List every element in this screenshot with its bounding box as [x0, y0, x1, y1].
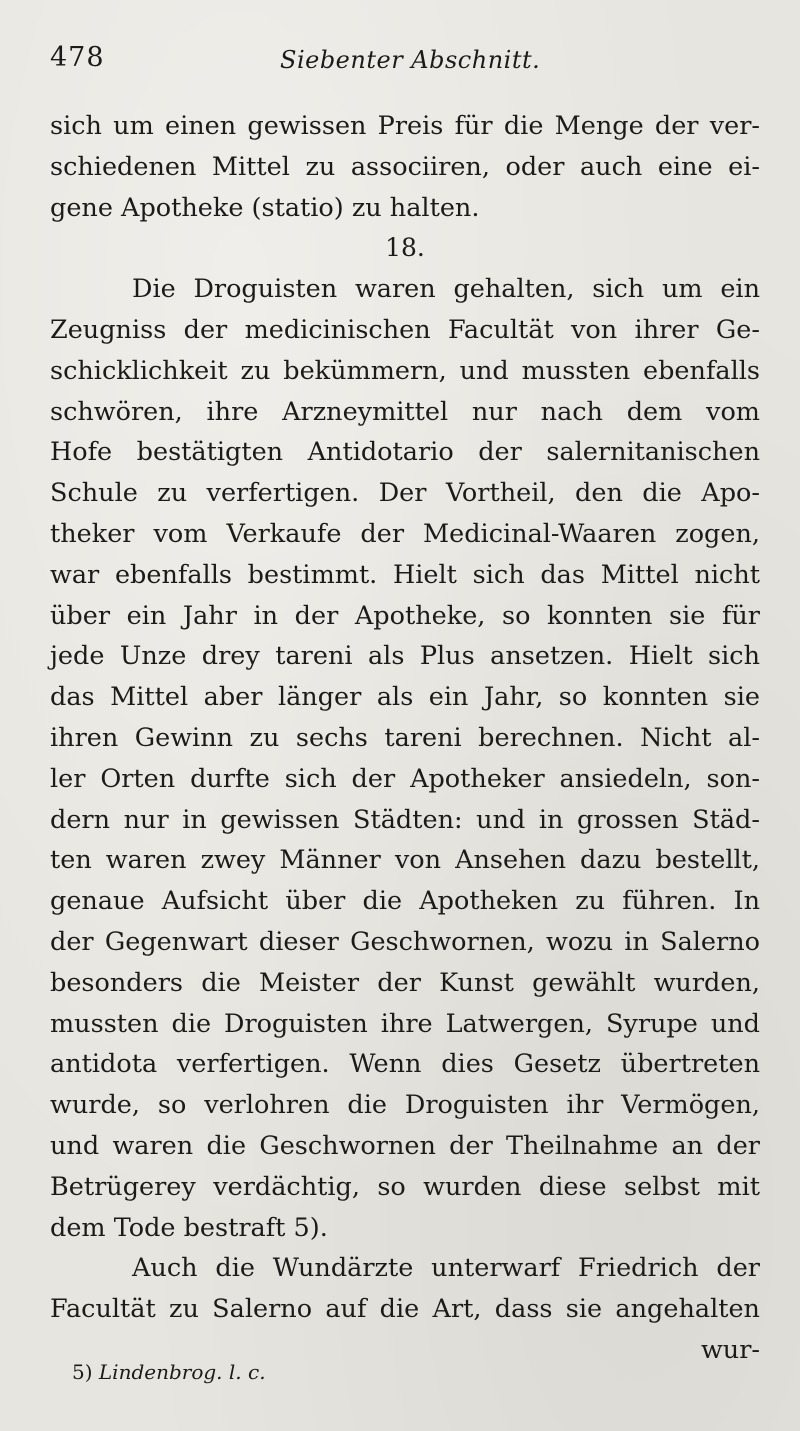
text-line: theker vom Verkaufe der Medicinal-Waaren zogen, [50, 518, 760, 549]
text-line: Zeugniss der medicinischen Facultät von ihrer Ge- [50, 314, 760, 345]
text-line: dern nur in gewissen Städten: und in grossen Städ- [50, 804, 760, 835]
catchword: wur- [700, 1334, 760, 1365]
page-number: 478 [50, 42, 105, 73]
text-line: Facultät zu Salerno auf die Art, dass sie angehalten [50, 1294, 760, 1325]
text-line: wurde, so verlohren die Droguisten ihr Vermögen, [50, 1090, 760, 1121]
text-line: Auch die Wundärzte unterwarf Friedrich der [132, 1253, 760, 1284]
text-line: antidota verfertigen. Wenn dies Gesetz übertreten [50, 1049, 760, 1080]
text-line: gene Apotheke (statio) zu halten. [50, 192, 480, 223]
text-line: Betrügerey verdächtig, so wurden diese selbst mit [50, 1171, 760, 1202]
page-header [50, 42, 760, 82]
text-line: besonders die Meister der Kunst gewählt wurden, [50, 967, 760, 998]
text-line: ihren Gewinn zu sechs tareni berechnen. Nicht al- [50, 722, 760, 753]
body-text [50, 106, 760, 1371]
text-line: schwören, ihre Arzneymittel nur nach dem vom [50, 396, 760, 427]
text-line: war ebenfalls bestimmt. Hielt sich das Mittel nicht [50, 559, 760, 590]
text-line: genaue Aufsicht über die Apotheken zu führen. In [50, 886, 760, 917]
text-line: schicklichkeit zu bekümmern, und mussten ebenfalls [50, 355, 760, 386]
text-line: das Mittel aber länger als ein Jahr, so konnten sie [50, 682, 760, 713]
text-line: mussten die Droguisten ihre Latwergen, Syrupe und [50, 1008, 760, 1039]
text-line: über ein Jahr in der Apotheke, so konnten sie für [50, 600, 760, 631]
text-line: Hofe bestätigten Antidotario der salernitanischen [50, 437, 760, 468]
text-line: ler Orten durfte sich der Apotheker ansiedeln, son- [50, 763, 760, 794]
text-line: Schule zu verfertigen. Der Vortheil, den die Apo- [50, 478, 760, 509]
text-line: dem Tode bestraft 5). [50, 1212, 328, 1243]
text-line: sich um einen gewissen Preis für die Menge der ver- [50, 111, 760, 141]
footnote-marker: 5) [72, 1360, 93, 1384]
footnote-text: Lindenbrog. l. c. [98, 1360, 266, 1384]
running-head: Siebenter Abschnitt. [280, 46, 541, 74]
text-line: ten waren zwey Männer von Ansehen dazu bestellt, [50, 845, 760, 876]
section-number: 18. [385, 233, 425, 263]
text-line: der Gegenwart dieser Geschwornen, wozu in Salerno [50, 926, 760, 957]
footnote [72, 1360, 266, 1384]
text-line: schiedenen Mittel zu associiren, oder auch eine ei- [50, 151, 760, 182]
text-line: Die Droguisten waren gehalten, sich um ein [132, 274, 760, 305]
text-line: jede Unze drey tareni als Plus ansetzen. Hielt sich [50, 641, 760, 672]
text-line: und waren die Geschwornen der Theilnahme an der [50, 1130, 760, 1161]
